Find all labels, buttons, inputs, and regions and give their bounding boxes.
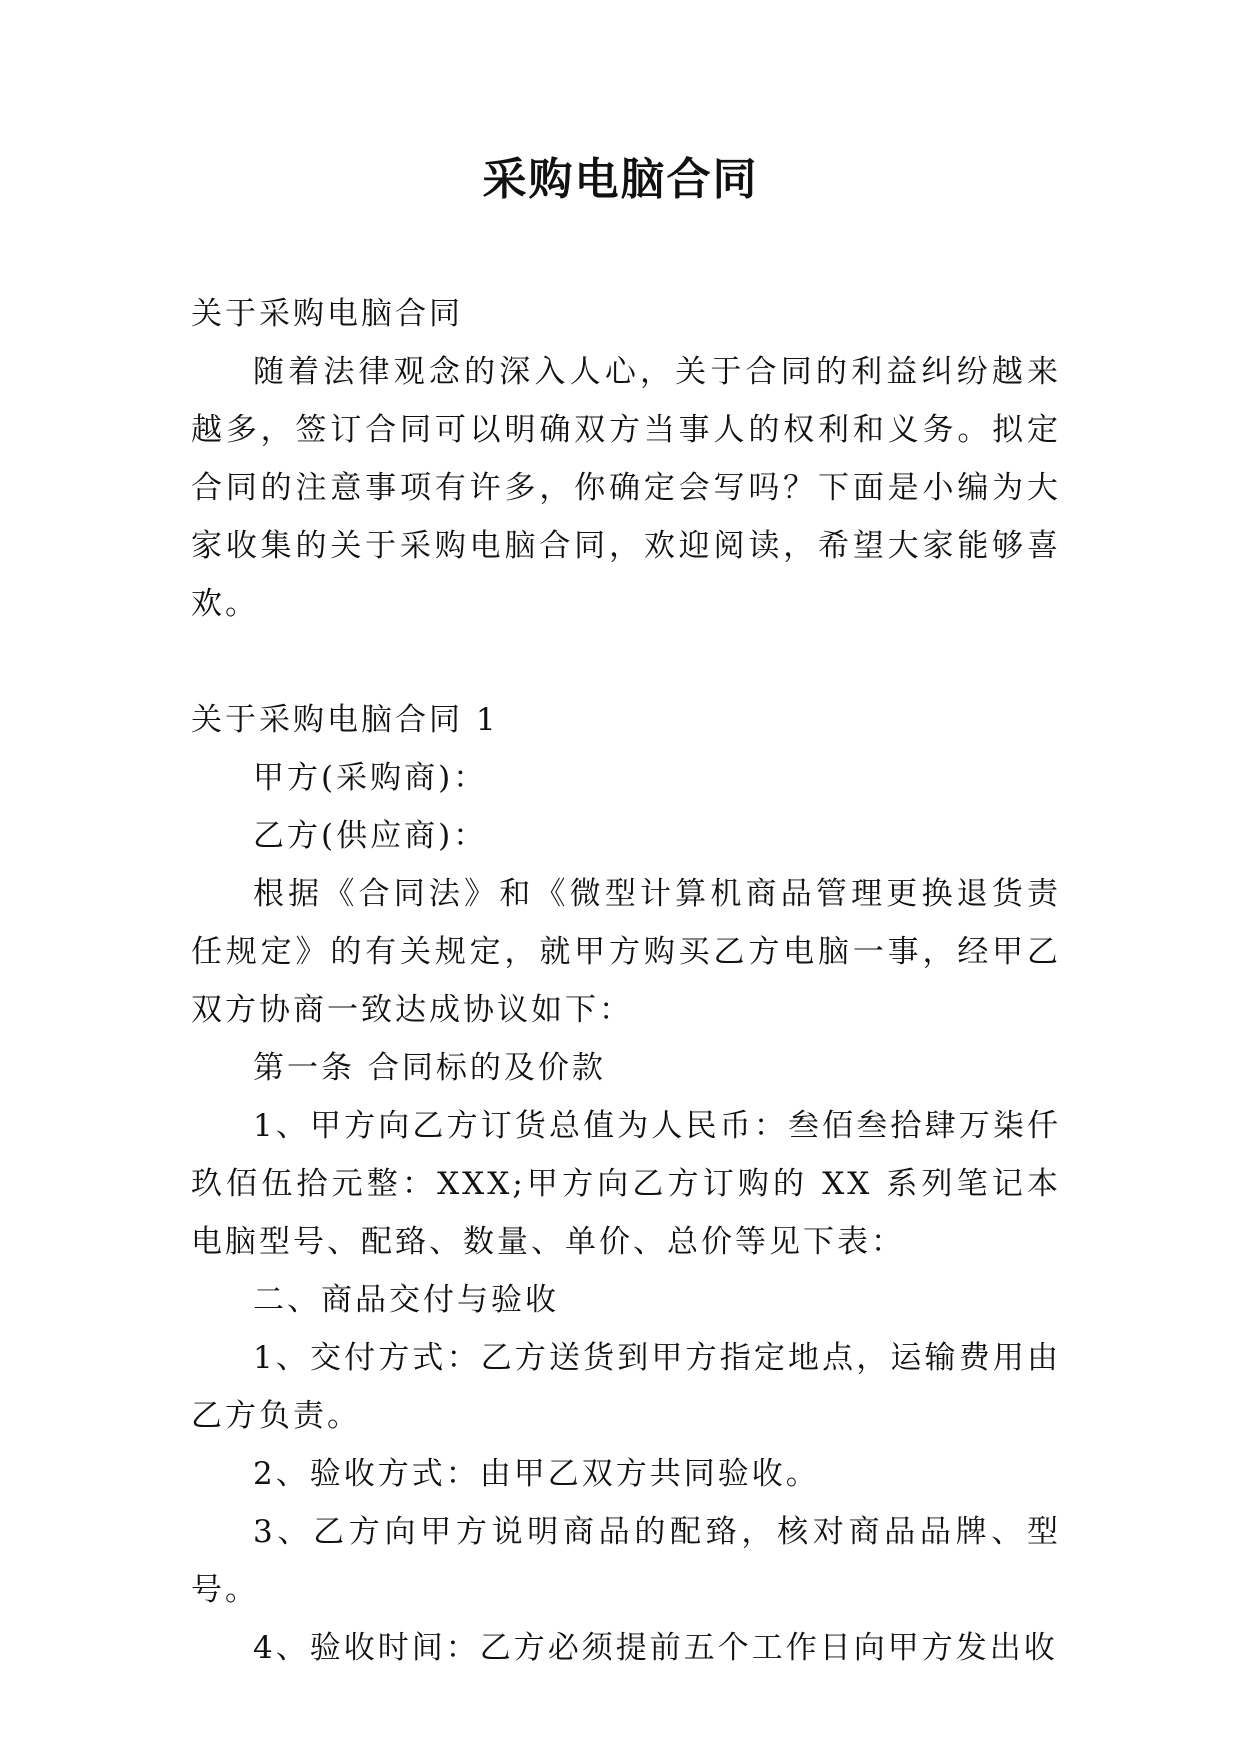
article2-item1: 1、交付方式：乙方送货到甲方指定地点，运输费用由乙方负责。 xyxy=(191,1340,1061,1434)
article2-item4: 4、验收时间：乙方必须提前五个工作日向甲方发出收 xyxy=(253,1630,1058,1666)
party-a-line: 甲方(采购商)： xyxy=(253,760,488,796)
document-body xyxy=(191,285,1061,1677)
intro-paragraph: 随着法律观念的深入人心，关于合同的利益纠纷越来越多，签订合同可以明确双方当事人的权利和义务。拟定合同的注意事项有许多，你确定会写吗？下面是小编为大家收集的关于采购电脑合同，欢迎阅读，希望大家能够喜欢。 xyxy=(191,354,1061,622)
article2-title: 二、商品交付与验收 xyxy=(253,1282,559,1318)
article2-item3: 3、乙方向甲方说明商品的配臵，核对商品品牌、型号。 xyxy=(191,1514,1061,1608)
contract1-heading: 关于采购电脑合同 1 xyxy=(191,702,499,738)
party-b-line: 乙方(供应商)： xyxy=(253,818,488,854)
article1-item1: 1、甲方向乙方订货总值为人民币：叁佰叁拾肆万柒仟玖佰伍拾元整：XXX;甲方向乙方订购的 XX 系列笔记本电脑型号、配臵、数量、单价、总价等见下表： xyxy=(191,1108,1061,1260)
basis-paragraph: 根据《合同法》和《微型计算机商品管理更换退货责任规定》的有关规定，就甲方购买乙方电脑一事，经甲乙双方协商一致达成协议如下： xyxy=(191,876,1061,1028)
article2-item2: 2、验收方式：由甲乙双方共同验收。 xyxy=(253,1456,820,1492)
document-title: 采购电脑合同 xyxy=(482,154,759,205)
article1-title: 第一条 合同标的及价款 xyxy=(253,1050,606,1086)
intro-heading: 关于采购电脑合同 xyxy=(191,296,463,332)
section-spacer xyxy=(191,633,1061,691)
